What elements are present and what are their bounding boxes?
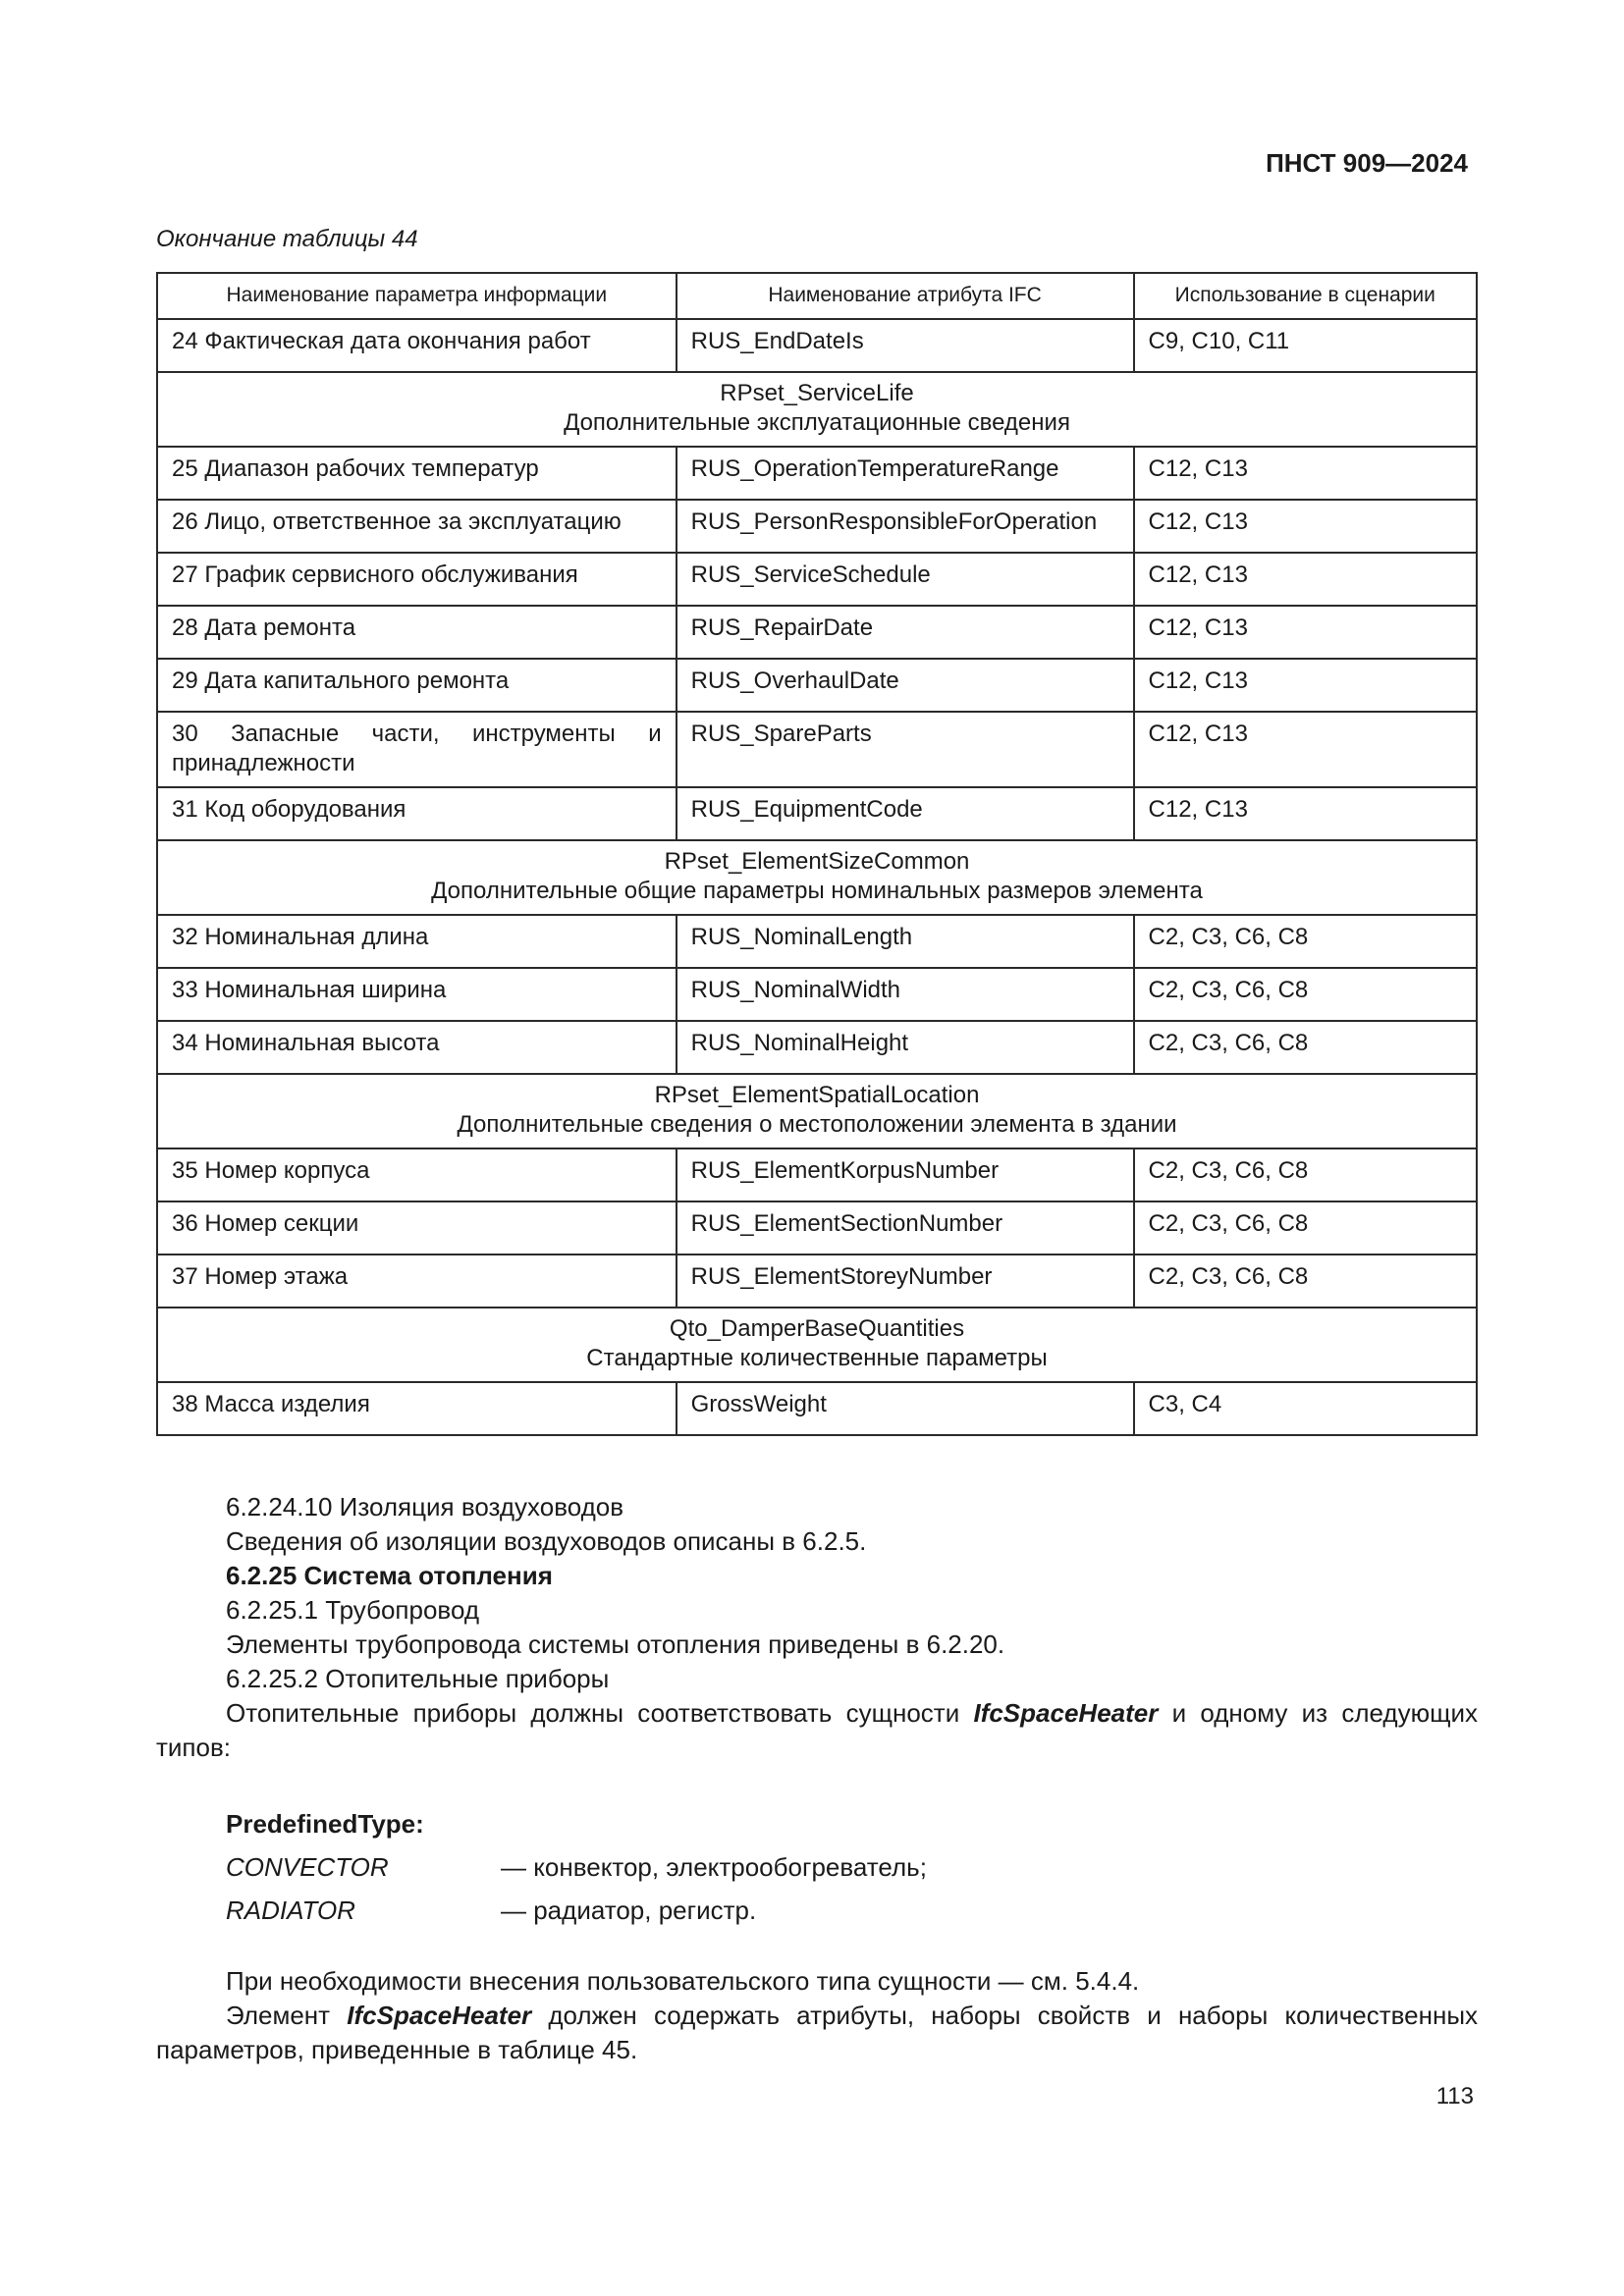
ifc-attribute-cell: RUS_EndDateIs [677,319,1134,372]
table-row [157,1255,1477,1308]
param-name-cell: 38 Масса изделия [157,1382,677,1435]
table-row [157,1382,1477,1435]
group-cell [157,1074,1477,1148]
param-name-cell: 29 Дата капитального ремонта [157,659,677,712]
scenario-usage-cell: C2, C3, C6, C8 [1134,1148,1477,1201]
table-row [157,1201,1477,1255]
ifc-attribute-cell: RUS_ElementSectionNumber [677,1201,1134,1255]
scenario-usage-cell: C2, C3, C6, C8 [1134,1255,1477,1308]
table-group-row [157,1308,1477,1382]
ifc-attribute-cell: RUS_NominalLength [677,915,1134,968]
ifc-attribute-cell: RUS_ElementStoreyNumber [677,1255,1134,1308]
scenario-usage-cell: C12, C13 [1134,553,1477,606]
scenario-usage-cell: C12, C13 [1134,712,1477,787]
text: и одному из следующих типов: [156,1698,1478,1762]
param-name-cell: 35 Номер корпуса [157,1148,677,1201]
table-row [157,1148,1477,1201]
scenario-usage-cell: C2, C3, C6, C8 [1134,1201,1477,1255]
scenario-usage-cell: C12, C13 [1134,447,1477,500]
paragraph: При необходимости внесения пользовательского типа сущности — см. 5.4.4. [226,1966,1140,1996]
predefined-type-list [226,1802,927,1932]
scenario-usage-cell: C2, C3, C6, C8 [1134,915,1477,968]
param-name-cell: 32 Номинальная длина [157,915,677,968]
section-heading: 6.2.25 Система отопления [226,1561,553,1590]
text: Отопительные приборы должны соответствовать сущности [226,1698,974,1728]
table-row [157,659,1477,712]
param-name-cell: 33 Номинальная ширина [157,968,677,1021]
ifc-attribute-cell: GrossWeight [677,1382,1134,1435]
table-header-row [157,273,1477,319]
param-name-cell: 28 Дата ремонта [157,606,677,659]
scenario-usage-cell: C12, C13 [1134,606,1477,659]
param-name-cell: 36 Номер секции [157,1201,677,1255]
group-title: RPset_ElementSizeCommon [664,848,970,875]
paragraph: Сведения об изоляции воздуховодов описаны в 6.2.5. [226,1526,867,1556]
subsection-heading: 6.2.25.2 Отопительные приборы [226,1664,610,1693]
subsection-heading: 6.2.25.1 Трубопровод [226,1595,480,1625]
column-header: Наименование параметра информации [157,273,677,319]
table-row [157,553,1477,606]
scenario-usage-cell: C12, C13 [1134,787,1477,840]
param-name-cell: 27 График сервисного обслуживания [157,553,677,606]
param-name-cell: 25 Диапазон рабочих температур [157,447,677,500]
scenario-usage-cell: C12, C13 [1134,500,1477,553]
table-group-row [157,372,1477,447]
text: Элемент [226,2001,348,2030]
table-group-row [157,1074,1477,1148]
group-title: RPset_ServiceLife [720,380,914,406]
scenario-usage-cell: C3, C4 [1134,1382,1477,1435]
column-header: Наименование атрибута IFC [677,273,1134,319]
list-item [226,1889,927,1932]
ifc-attribute-cell: RUS_PersonResponsibleForOperation [677,500,1134,553]
ifc-attribute-cell: RUS_NominalWidth [677,968,1134,1021]
ifc-attribute-cell: RUS_SpareParts [677,712,1134,787]
scenario-usage-cell: C2, C3, C6, C8 [1134,1021,1477,1074]
body-section [156,1964,1478,2067]
subsection-heading: 6.2.24.10 Изоляция воздуховодов [226,1492,624,1522]
text: должен содержать атрибуты, наборы свойств и наборы количественных параметров, приведенные в таблице 45. [156,2001,1479,2064]
table-group-row [157,840,1477,915]
paragraph [156,1999,1478,2067]
param-name-cell: 37 Номер этажа [157,1255,677,1308]
entity-name: IfcSpaceHeater [973,1698,1159,1728]
column-header: Использование в сценарии [1134,273,1477,319]
group-cell [157,1308,1477,1382]
table-caption: Окончание таблицы 44 [156,226,418,252]
table-row [157,500,1477,553]
table-row [157,1021,1477,1074]
list-item [226,1845,927,1889]
table-row [157,447,1477,500]
type-description: — конвектор, электрообогреватель; [501,1852,927,1882]
standard-number: ПНСТ 909—2024 [1266,148,1468,178]
entity-name: IfcSpaceHeater [347,2001,532,2030]
table-row [157,319,1477,372]
type-code: RADIATOR [226,1896,355,1925]
ifc-attribute-cell: RUS_NominalHeight [677,1021,1134,1074]
scenario-usage-cell: C9, C10, C11 [1134,319,1477,372]
type-description: — радиатор, регистр. [501,1896,757,1925]
predefined-type-heading: PredefinedType: [226,1809,424,1839]
param-name-cell: 31 Код оборудования [157,787,677,840]
group-subtitle: Дополнительные сведения о местоположении элемента в здании [457,1111,1177,1138]
param-name-cell: 30 Запасные части, инструменты и принадлежности [157,712,677,787]
body-section [156,1490,1478,1765]
ifc-attribute-cell: RUS_EquipmentCode [677,787,1134,840]
table-row [157,787,1477,840]
group-cell [157,840,1477,915]
group-subtitle: Дополнительные эксплуатационные сведения [564,409,1070,436]
group-cell [157,372,1477,447]
paragraph [156,1696,1478,1765]
group-title: Qto_DamperBaseQuantities [669,1315,965,1342]
param-name-cell: 26 Лицо, ответственное за эксплуатацию [157,500,677,553]
page-number: 113 [1435,2083,1474,2109]
table-row [157,915,1477,968]
group-subtitle: Стандартные количественные параметры [586,1345,1048,1371]
table-row [157,712,1477,787]
ifc-attribute-cell: RUS_RepairDate [677,606,1134,659]
scenario-usage-cell: C12, C13 [1134,659,1477,712]
ifc-attribute-cell: RUS_ElementKorpusNumber [677,1148,1134,1201]
scenario-usage-cell: C2, C3, C6, C8 [1134,968,1477,1021]
table-row [157,606,1477,659]
table-row [157,968,1477,1021]
ifc-attribute-cell: RUS_OverhaulDate [677,659,1134,712]
group-title: RPset_ElementSpatialLocation [654,1082,980,1108]
paragraph: Элементы трубопровода системы отопления приведены в 6.2.20. [226,1629,1005,1659]
ifc-attribute-cell: RUS_ServiceSchedule [677,553,1134,606]
type-code: CONVECTOR [226,1852,389,1882]
spec-table [156,272,1478,1436]
param-name-cell: 34 Номинальная высота [157,1021,677,1074]
ifc-attribute-cell: RUS_OperationTemperatureRange [677,447,1134,500]
param-name-cell: 24 Фактическая дата окончания работ [157,319,677,372]
group-subtitle: Дополнительные общие параметры номинальных размеров элемента [431,878,1203,904]
